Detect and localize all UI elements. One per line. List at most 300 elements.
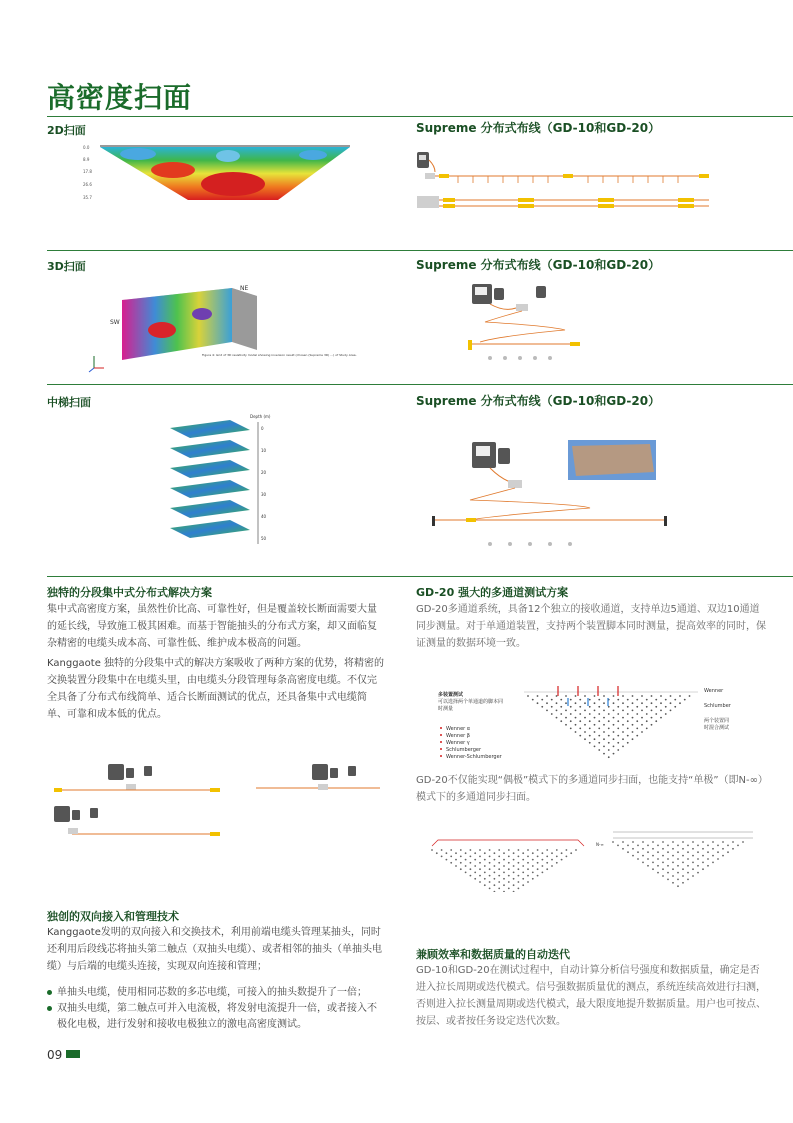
grid-dot [498, 868, 500, 870]
grid-dot [560, 713, 562, 715]
grid-dot [498, 881, 500, 883]
grid-dot [584, 738, 586, 740]
grid-dot [603, 738, 605, 740]
grid-dot [672, 862, 674, 864]
grid-dot [494, 852, 496, 854]
grid-dot [687, 851, 689, 853]
grid-dot [712, 862, 714, 864]
grid-dot [470, 868, 472, 870]
paragraph-bidirectional: Kanggaote发明的双向接入和交换技术，利用前端电缆头管理某抽头，同时还利用后段线芯将抽头第二触点（双抽头电缆）、或者相邻的抽头（单抽头电缆）与后端的电缆头连接，实现双向连接和管理； [47, 927, 382, 972]
grid-dot [608, 713, 610, 715]
grid-dot [522, 852, 524, 854]
3d-resistivity-block-image [82, 280, 382, 375]
grid-dot [494, 884, 496, 886]
grid-dot [660, 695, 662, 697]
grid-dot [697, 865, 699, 867]
divider [47, 116, 793, 117]
grid-dot [627, 845, 629, 847]
grid-dot [474, 859, 476, 861]
grid-dot [484, 878, 486, 880]
grid-dot [674, 706, 676, 708]
dipole-monopole-diagram [428, 826, 758, 892]
grid-dot [532, 852, 534, 854]
grid-dot [541, 706, 543, 708]
grid-dot [565, 724, 567, 726]
grid-dot [537, 875, 539, 877]
grid-dot [617, 713, 619, 715]
grid-dot [489, 888, 491, 890]
grid-dot [584, 695, 586, 697]
grid-dot [522, 884, 524, 886]
grid-dot [707, 865, 709, 867]
grid-dot [546, 849, 548, 851]
grid-dot [566, 856, 568, 858]
section-title-supreme-3: Supreme 分布式布线（GD-10和GD-20） [416, 394, 661, 408]
grid-dot [682, 875, 684, 877]
grid-dot [632, 702, 634, 704]
grid-dot [655, 699, 657, 701]
grid-dot [665, 699, 667, 701]
grid-dot [641, 717, 643, 719]
ladder-depth-slices-image [170, 412, 280, 548]
grid-dot [603, 710, 605, 712]
grid-dot [642, 862, 644, 864]
grid-dot [503, 852, 505, 854]
grid-dot [484, 859, 486, 861]
grid-dot [702, 855, 704, 857]
grid-dot [632, 695, 634, 697]
grid-dot [470, 856, 472, 858]
grid-dot [687, 865, 689, 867]
grid-dot [627, 706, 629, 708]
section-title-2d: 2D扫面 [47, 124, 86, 137]
grid-dot [522, 865, 524, 867]
grid-dot [431, 849, 433, 851]
grid-dot [556, 695, 558, 697]
grid-dot [532, 878, 534, 880]
grid-dot [508, 875, 510, 877]
depth-tick: 30 [261, 492, 267, 497]
grid-dot [642, 841, 644, 843]
grid-dot [637, 851, 639, 853]
grid-dot [722, 841, 724, 843]
grid-dot [527, 695, 529, 697]
grid-dot [672, 868, 674, 870]
grid-dot [537, 702, 539, 704]
paragraph-segmented-1: 集中式高密度方案，虽然性价比高、可靠性好，但是覆盖较长断面需要大量的延长线，导致施工极其困难。而基于智能抽头的分布式方案，却又面临复杂精密的电缆头成本高、可靠性低、维护成本极高的问题。 [47, 604, 377, 649]
grid-dot [594, 710, 596, 712]
grid-dot [436, 852, 438, 854]
grid-dot [608, 720, 610, 722]
3d-figure-caption: Figure 4: Grid of 3D resistivity model showing inversion result (chosen (Supreme 3D) ...) of Study Area. [202, 353, 357, 357]
depth-tick: 17.8 [83, 169, 92, 174]
grid-dot [508, 856, 510, 858]
grid-dot [646, 728, 648, 730]
page-number-bar [66, 1050, 80, 1058]
grid-dot [546, 862, 548, 864]
grid-dot [608, 742, 610, 744]
grid-dot [682, 855, 684, 857]
grid-dot [622, 731, 624, 733]
grid-dot [677, 858, 679, 860]
grid-dot [647, 851, 649, 853]
grid-dot [484, 852, 486, 854]
grid-dot [632, 841, 634, 843]
grid-dot [518, 868, 520, 870]
label-sw: SW [110, 319, 120, 326]
grid-dot [556, 702, 558, 704]
grid-dot [546, 702, 548, 704]
grid-dot [702, 868, 704, 870]
array-item: Wenner γ [446, 740, 470, 746]
grid-dot [584, 724, 586, 726]
divider [47, 576, 793, 577]
grid-dot [518, 875, 520, 877]
grid-dot [727, 851, 729, 853]
grid-dot [546, 695, 548, 697]
grid-dot [589, 728, 591, 730]
grid-dot [465, 852, 467, 854]
grid-dot [450, 849, 452, 851]
grid-dot [589, 735, 591, 737]
grid-dot [617, 720, 619, 722]
monopole-label: N-∞ [596, 842, 604, 847]
grid-dot [692, 875, 694, 877]
grid-dot [660, 717, 662, 719]
grid-dot [651, 702, 653, 704]
grid-dot [494, 865, 496, 867]
grid-dot [589, 706, 591, 708]
grid-dot [470, 862, 472, 864]
grid-dot [518, 888, 520, 890]
grid-dot [707, 851, 709, 853]
grid-dot [598, 699, 600, 701]
grid-dot [589, 720, 591, 722]
grid-dot [508, 868, 510, 870]
grid-dot [687, 858, 689, 860]
grid-dot [570, 706, 572, 708]
grid-dot [622, 695, 624, 697]
grid-dot [503, 859, 505, 861]
grid-dot [670, 710, 672, 712]
grid-dot [627, 735, 629, 737]
depth-tick: 50 [261, 536, 267, 541]
grid-dot [542, 865, 544, 867]
grid-dot [537, 695, 539, 697]
grid-dot [632, 710, 634, 712]
grid-dot [682, 862, 684, 864]
grid-dot [537, 862, 539, 864]
grid-dot [494, 872, 496, 874]
grid-dot [561, 852, 563, 854]
grid-dot [522, 878, 524, 880]
grid-dot [655, 713, 657, 715]
depth-tick: 8.9 [83, 157, 90, 162]
grid-dot [652, 841, 654, 843]
grid-dot [687, 872, 689, 874]
grid-dot [546, 710, 548, 712]
grid-dot [665, 713, 667, 715]
grid-dot [613, 695, 615, 697]
bullet-item: 单抽头电缆，使用相同芯数的多芯电缆，可接入的抽头数提升了一倍； [47, 985, 385, 1001]
grid-dot [546, 856, 548, 858]
grid-dot [508, 849, 510, 851]
grid-dot [503, 891, 505, 892]
grid-dot [687, 845, 689, 847]
grid-dot [697, 858, 699, 860]
grid-dot [712, 855, 714, 857]
depth-axis-label: Depth (m) [250, 414, 271, 419]
grid-dot [636, 735, 638, 737]
grid-dot [584, 702, 586, 704]
grid-dot [603, 753, 605, 755]
grid-dot [692, 868, 694, 870]
grid-dot [613, 710, 615, 712]
grid-dot [662, 841, 664, 843]
grid-dot [565, 695, 567, 697]
grid-dot [617, 742, 619, 744]
supreme-layout-image-1 [413, 148, 713, 216]
array-item: Wenner β [446, 733, 470, 739]
grid-dot [518, 862, 520, 864]
grid-dot [565, 702, 567, 704]
grid-dot [617, 706, 619, 708]
grid-dot [527, 849, 529, 851]
grid-dot [679, 702, 681, 704]
grid-dot [617, 728, 619, 730]
grid-dot [565, 710, 567, 712]
grid-dot [682, 882, 684, 884]
grid-dot [570, 699, 572, 701]
grid-dot [556, 849, 558, 851]
bullet-dot-icon [47, 1006, 52, 1011]
grid-dot [455, 852, 457, 854]
grid-dot [498, 875, 500, 877]
grid-dot [594, 695, 596, 697]
grid-dot [556, 710, 558, 712]
grid-dot [613, 746, 615, 748]
grid-dot [579, 713, 581, 715]
grid-dot [527, 862, 529, 864]
grid-dot [603, 731, 605, 733]
grid-dot [632, 738, 634, 740]
grid-dot [608, 706, 610, 708]
grid-dot [651, 695, 653, 697]
bullet-list [47, 985, 385, 1033]
diagram-right-4: 时混合测试 [704, 725, 730, 731]
grid-dot [613, 717, 615, 719]
grid-dot [617, 699, 619, 701]
grid-dot [584, 710, 586, 712]
grid-dot [579, 728, 581, 730]
grid-dot [652, 855, 654, 857]
grid-dot [570, 728, 572, 730]
grid-dot [513, 865, 515, 867]
grid-dot [622, 746, 624, 748]
grid-dot [479, 868, 481, 870]
diagram-left-sub1: 可以选择两个单通道的脚本同 [438, 699, 504, 705]
grid-dot [651, 710, 653, 712]
grid-dot [570, 852, 572, 854]
grid-dot [667, 872, 669, 874]
grid-dot [657, 865, 659, 867]
grid-dot [627, 851, 629, 853]
grid-dot [513, 859, 515, 861]
grid-dot [598, 742, 600, 744]
grid-dot [594, 724, 596, 726]
grid-dot [527, 875, 529, 877]
grid-dot [575, 717, 577, 719]
grid-dot [622, 738, 624, 740]
grid-dot [627, 728, 629, 730]
grid-dot [589, 742, 591, 744]
grid-dot [677, 885, 679, 887]
grid-dot [560, 720, 562, 722]
grid-dot [702, 862, 704, 864]
grid-dot [460, 868, 462, 870]
grid-dot [441, 856, 443, 858]
grid-dot [498, 888, 500, 890]
grid-dot [622, 848, 624, 850]
grid-dot [636, 720, 638, 722]
grid-dot [646, 706, 648, 708]
grid-dot [598, 706, 600, 708]
grid-dot [484, 884, 486, 886]
grid-dot [657, 872, 659, 874]
grid-dot [513, 891, 515, 892]
grid-dot [617, 749, 619, 751]
grid-dot [665, 706, 667, 708]
grid-dot [542, 852, 544, 854]
grid-dot [513, 872, 515, 874]
grid-dot [479, 875, 481, 877]
grid-dot [474, 872, 476, 874]
grid-dot [652, 848, 654, 850]
grid-dot [498, 856, 500, 858]
section-title-supreme-2: Supreme 分布式布线（GD-10和GD-20） [416, 258, 661, 272]
grid-dot [682, 848, 684, 850]
grid-dot [641, 695, 643, 697]
grid-dot [667, 865, 669, 867]
paragraph-auto-iteration: GD-10和GD-20在测试过程中，自动计算分析信号强度和数据质量，确定是否进入拉长周期或迭代模式。信号强数据质量优的测点，系统连续高效进行扫测，否则进入拉长测量周期或迭代模式，最大限度地提升数据质量。用户也可按点、按层、或者按任务设定迭代次数。 [416, 965, 766, 1027]
grid-dot [692, 848, 694, 850]
grid-dot [551, 852, 553, 854]
grid-dot [589, 713, 591, 715]
grid-dot [527, 856, 529, 858]
grid-dot [608, 728, 610, 730]
grid-dot [598, 713, 600, 715]
grid-dot [603, 746, 605, 748]
grid-dot [575, 710, 577, 712]
grid-dot [584, 731, 586, 733]
grid-dot [677, 865, 679, 867]
grid-dot [655, 720, 657, 722]
divider [47, 384, 793, 385]
grid-dot [641, 731, 643, 733]
supreme-layout-image-3 [430, 436, 670, 556]
grid-dot [566, 849, 568, 851]
diagram-right-1: Wenner [704, 688, 724, 694]
grid-dot [503, 865, 505, 867]
grid-dot [532, 859, 534, 861]
grid-dot [717, 858, 719, 860]
grid-dot [489, 875, 491, 877]
grid-dot [494, 891, 496, 892]
grid-dot [732, 841, 734, 843]
grid-dot [636, 699, 638, 701]
grid-dot [589, 699, 591, 701]
grid-dot [518, 881, 520, 883]
grid-dot [508, 862, 510, 864]
grid-dot [508, 888, 510, 890]
grid-dot [579, 720, 581, 722]
grid-dot [537, 849, 539, 851]
grid-dot [532, 699, 534, 701]
grid-dot [513, 852, 515, 854]
grid-dot [608, 735, 610, 737]
grid-dot [657, 845, 659, 847]
grid-dot [455, 865, 457, 867]
depth-tick: 0.0 [83, 145, 90, 150]
grid-dot [513, 884, 515, 886]
grid-dot [556, 717, 558, 719]
grid-dot [657, 858, 659, 860]
grid-dot [537, 856, 539, 858]
grid-dot [561, 859, 563, 861]
grid-dot [608, 749, 610, 751]
page-number: 09 [47, 1048, 63, 1062]
grid-dot [636, 728, 638, 730]
grid-dot [717, 851, 719, 853]
grid-dot [479, 856, 481, 858]
paragraph-segmented-2: Kanggaote 独特的分段集中式的解决方案吸收了两种方案的优势，将精密的交换装置分段集中在电缆头里，由电缆头分段管理每条高密度电缆。不仅完全具备了分布式布线简单、适合长断面测试的优点，还具备集中式电缆简单、可靠和成本低的优点。 [47, 658, 385, 720]
grid-dot [446, 859, 448, 861]
grid-dot [712, 848, 714, 850]
grid-dot [560, 706, 562, 708]
grid-dot [575, 702, 577, 704]
grid-dot [662, 862, 664, 864]
grid-dot [479, 881, 481, 883]
diagram-left-sub2: 时测量 [438, 706, 454, 712]
grid-dot [446, 852, 448, 854]
heading-auto-iteration: 兼顾效率和数据质量的自动迭代 [416, 948, 570, 961]
grid-dot [674, 699, 676, 701]
depth-tick: 0 [261, 426, 264, 431]
grid-dot [642, 855, 644, 857]
heading-bidirectional: 独创的双向接入和管理技术 [47, 910, 179, 923]
grid-dot [441, 849, 443, 851]
grid-dot [722, 855, 724, 857]
grid-dot [627, 742, 629, 744]
grid-dot [641, 702, 643, 704]
grid-dot [672, 882, 674, 884]
grid-dot [632, 717, 634, 719]
grid-dot [484, 865, 486, 867]
grid-dot [646, 713, 648, 715]
grid-dot [489, 856, 491, 858]
grid-dot [662, 875, 664, 877]
grid-dot [702, 848, 704, 850]
depth-tick: 40 [261, 514, 267, 519]
grid-dot [518, 849, 520, 851]
grid-dot [617, 845, 619, 847]
grid-dot [652, 868, 654, 870]
grid-dot [662, 855, 664, 857]
grid-dot [450, 862, 452, 864]
grid-dot [684, 699, 686, 701]
grid-dot [655, 706, 657, 708]
grid-dot [647, 858, 649, 860]
